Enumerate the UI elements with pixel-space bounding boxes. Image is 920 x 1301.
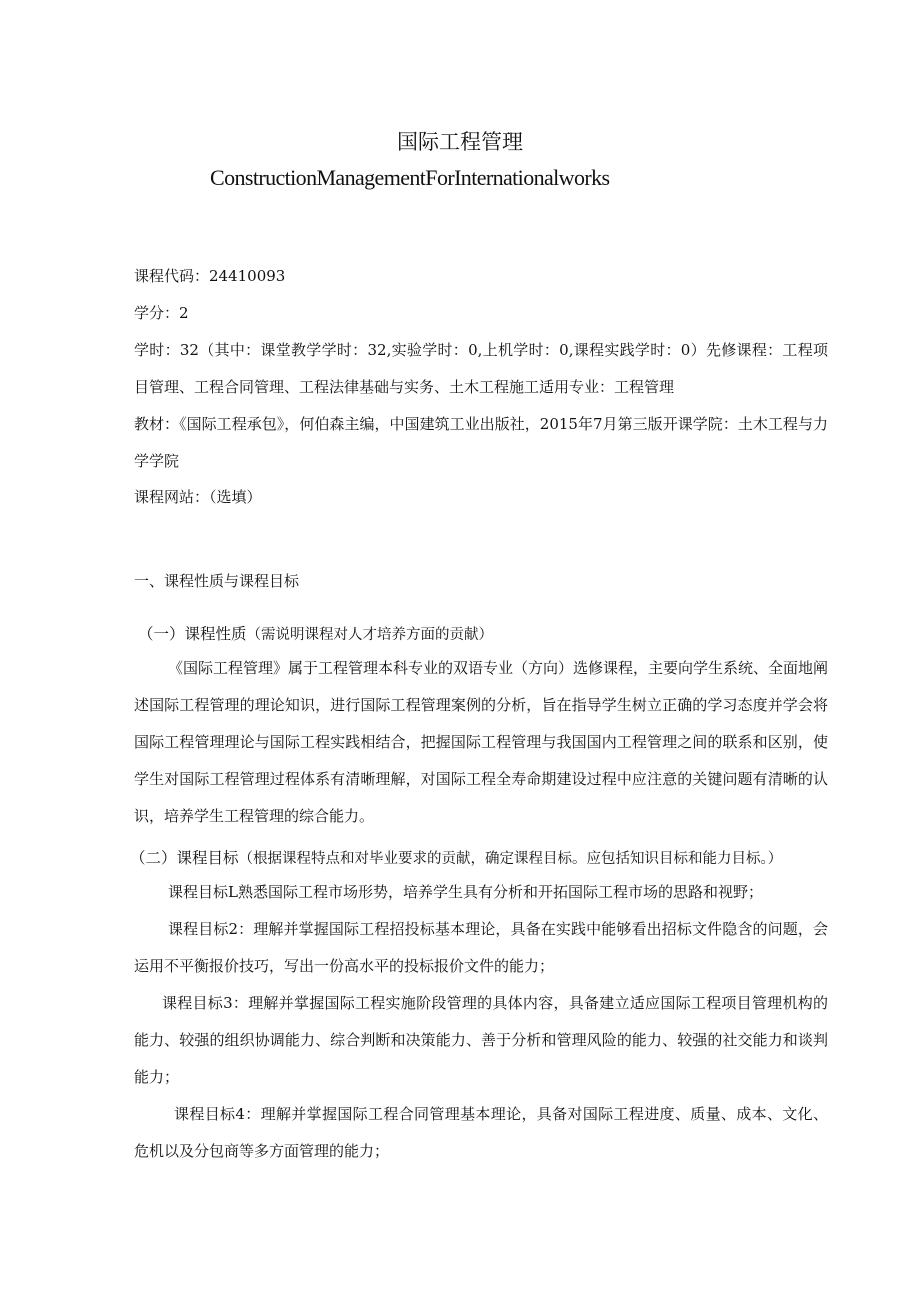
course-title-en: ConstructionManagementForInternationalworks <box>210 165 610 190</box>
course-goals-note: （根据课程特点和对毕业要求的贡献，确定课程目标。应包括知识目标和能力目标。） <box>238 851 783 867</box>
course-goals-label: （二）课程目标 <box>130 849 239 867</box>
course-goal-1: 课程目标L熟悉国际工程市场形势，培养学生具有分析和开拓国际工程市场的思路和视野； <box>168 883 763 901</box>
course-website: 课程网站：（选填） <box>134 488 262 506</box>
course-hours: 学时：32（其中：课堂教学学时：32,实验学时：0,上机学时：0,课程实践学时：0）先修课程：工程项目管理、工程合同管理、工程法律基础与实务、土木工程施工适用专业：工程管理 <box>134 341 828 396</box>
course-goals-heading <box>130 846 782 868</box>
section-heading: 一、课程性质与课程目标 <box>134 572 300 590</box>
course-nature-note: （需说明课程对人才培养方面的贡献） <box>246 627 494 643</box>
course-goal-2: 课程目标2：理解并掌握国际工程招投标基本理论，具备在实践中能够看出招标文件隐含的问题，会运用不平衡报价技巧，写出一份高水平的投标报价文件的能力； <box>134 920 828 975</box>
course-code: 课程代码：24410093 <box>134 267 286 285</box>
course-textbook: 教材：《国际工程承包》，何伯森主编，中国建筑工业出版社，2015年7月第三版开课学院：土木工程与力学学院 <box>134 415 828 470</box>
course-title-cn: 国际工程管理 <box>397 130 523 154</box>
course-goal-3: 课程目标3：理解并掌握国际工程实施阶段管理的具体内容，具备建立适应国际工程项目管理机构的能力、较强的组织协调能力、综合判断和决策能力、善于分析和管理风险的能力、较强的社交能力和谈判能力； <box>134 994 828 1086</box>
course-nature-body: 《国际工程管理》属于工程管理本科专业的双语专业（方向）选修课程，主要向学生系统、全面地阐述国际工程管理的理论知识，进行国际工程管理案例的分析，旨在指导学生树立正确的学习态度并学会将国际工程管理理论与国际工程实践相结合，把握国际工程管理与我国国内工程管理之间的联系和区别，使学生对国际工程管理过程体系有清晰理解，对国际工程全寿命期建设过程中应注意的关键问题有清晰的认识，培养学生工程管理的综合能力。 <box>134 659 829 825</box>
course-nature-heading <box>138 622 493 644</box>
course-goal-4: 课程目标4：理解并掌握国际工程合同管理基本理论，具备对国际工程进度、质量、成本、文化、危机以及分包商等多方面管理的能力； <box>134 1105 828 1160</box>
course-credit: 学分：2 <box>134 304 189 322</box>
course-nature-label: （一）课程性质 <box>138 625 247 643</box>
